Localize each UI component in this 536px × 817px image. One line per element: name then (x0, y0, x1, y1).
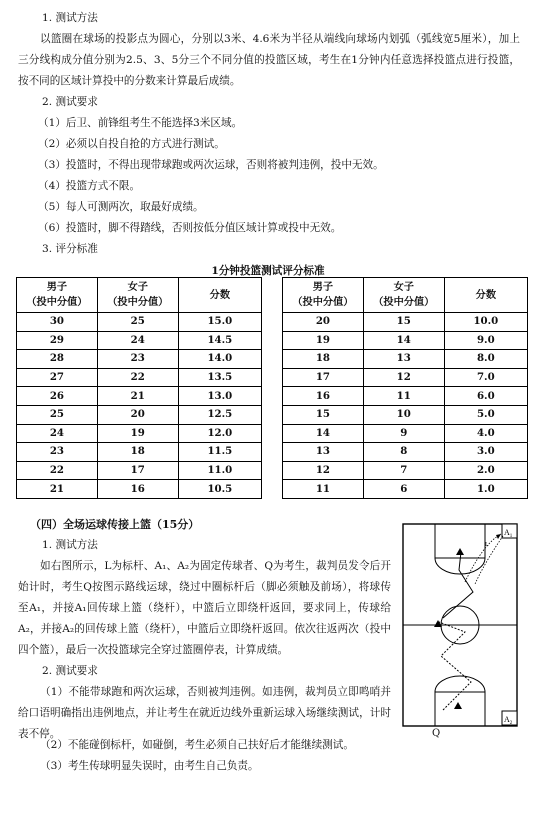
passer-a2-label: $A_2$ (504, 715, 513, 726)
cell-score: 11.0 (178, 461, 261, 480)
cell-male: 27 (17, 368, 98, 387)
cell-score: 15.0 (178, 313, 261, 332)
cell-male: 18 (283, 350, 364, 369)
cell-score: 13.0 (178, 387, 261, 406)
cell-score: 14.5 (178, 331, 261, 350)
section-3-content (0, 8, 536, 280)
cell-female: 7 (363, 461, 444, 480)
cell-female: 9 (363, 424, 444, 443)
requirement-item: （5）每人可测两次，取最好成绩。 (38, 201, 204, 213)
heading-test-method: 1. 测试方法 (42, 12, 98, 24)
cell-male: 21 (17, 480, 98, 499)
cell-female: 22 (97, 368, 178, 387)
table-row (283, 387, 528, 406)
table-row (283, 350, 528, 369)
key-bottom-arc (435, 676, 485, 692)
table-row (283, 443, 528, 462)
paragraph-test-method: 以篮圈在球场的投影点为圆心，分别以3米、4.6米为半径从端线向球场内划弧（弧线宽5厘米），加上三分线构成分值分别为2.5、3、5分三个不同分值的投篮区域，考生在1分钟内任意选择投篮点进行投篮，按不同的区域计算投中的分数来计算最后成绩。 (18, 33, 520, 87)
cell-female: 24 (97, 331, 178, 350)
table-row (17, 331, 262, 350)
cell-score: 1.0 (444, 480, 527, 499)
heading-test-requirements: 2. 测试要求 (42, 665, 98, 677)
requirement-item: （2）不能碰倒标杆，如碰倒，考生必须自己扶好后才能继续测试。 (40, 739, 354, 751)
table-row (17, 350, 262, 369)
requirement-item: （3）投篮时，不得出现带球跑或两次运球，否则将被判违例，投中无效。 (38, 159, 384, 171)
cell-score: 7.0 (444, 368, 527, 387)
cell-male: 29 (17, 331, 98, 350)
requirement-item: （6）投篮时，脚不得踏线，否则按低分值区域计算或投中无效。 (38, 222, 342, 234)
cell-score: 10.5 (178, 480, 261, 499)
cell-male: 28 (17, 350, 98, 369)
cell-male: 20 (283, 313, 364, 332)
cell-male: 13 (283, 443, 364, 462)
requirement-item: （4）投篮方式不限。 (38, 180, 141, 192)
score-table-right (282, 277, 528, 499)
table-row (283, 313, 528, 332)
table-row (17, 424, 262, 443)
requirement-item: （2）必须以自投自抢的方式进行测试。 (38, 138, 225, 150)
header-score: 分数 (444, 278, 527, 313)
pole-marker (456, 548, 464, 555)
table-row (17, 313, 262, 332)
cell-male: 14 (283, 424, 364, 443)
requirement-item: （1）不能带球跑和两次运球，否则被判违例。如违例，裁判员立即鸣哨并给口语明确指出违例地点，并让考生在就近边线外重新运球入场继续测试，计时表不停。 (18, 686, 391, 740)
cell-score: 12.5 (178, 405, 261, 424)
heading-test-method: 1. 测试方法 (42, 539, 98, 551)
cell-score: 10.0 (444, 313, 527, 332)
pole-marker (454, 702, 462, 709)
examinee-q-label: Q (432, 728, 441, 739)
cell-male: 24 (17, 424, 98, 443)
paragraph-test-method: 如右图所示，L为标杆、A₁、A₂为固定传球者、Q为考生，裁判员发令后开始计时，考生Q按图示路线运球，绕过中圈标杆后（脚必须触及前场），将球传至A₁，并接A₁回传球上篮（绕杆），中篮后立即绕杆返回，要求同上，传球给A₂，并接A₂的回传球上篮（绕杆），中篮后立即绕杆返回。依次往返两次（投中四个篮），最后一次投篮球完全穿过篮圈停表，计算成绩。 (18, 560, 391, 656)
cell-female: 18 (97, 443, 178, 462)
score-tables (16, 277, 528, 495)
pole-label: L (485, 542, 489, 548)
table-row (283, 461, 528, 480)
cell-female: 23 (97, 350, 178, 369)
cell-score: 9.0 (444, 331, 527, 350)
cell-male: 11 (283, 480, 364, 499)
cell-male: 17 (283, 368, 364, 387)
section-title: （四）全场运球传接上篮（15分） (30, 518, 200, 531)
section-4-tail (0, 735, 536, 777)
cell-male: 15 (283, 405, 364, 424)
cell-female: 25 (97, 313, 178, 332)
requirement-item: （3）考生传球明显失误时，由考生自己负责。 (40, 760, 259, 772)
cell-female: 20 (97, 405, 178, 424)
arrow-head (496, 534, 501, 539)
cell-female: 10 (363, 405, 444, 424)
cell-score: 5.0 (444, 405, 527, 424)
cell-female: 14 (363, 331, 444, 350)
table-row (17, 461, 262, 480)
table-row (283, 368, 528, 387)
cell-male: 19 (283, 331, 364, 350)
header-score: 分数 (178, 278, 261, 313)
cell-score: 8.0 (444, 350, 527, 369)
cell-score: 4.0 (444, 424, 527, 443)
passer-a1-label: $A_1$ (504, 528, 513, 539)
cell-female: 12 (363, 368, 444, 387)
cell-male: 16 (283, 387, 364, 406)
cell-female: 11 (363, 387, 444, 406)
cell-score: 12.0 (178, 424, 261, 443)
cell-male: 12 (283, 461, 364, 480)
cell-score: 13.5 (178, 368, 261, 387)
court-diagram (401, 522, 519, 728)
cell-male: 26 (17, 387, 98, 406)
cell-female: 19 (97, 424, 178, 443)
cell-male: 23 (17, 443, 98, 462)
score-table-left (16, 277, 262, 499)
header-female: 女子 （投中分值） (363, 278, 444, 313)
table-row (17, 480, 262, 499)
table-row (17, 368, 262, 387)
cell-female: 13 (363, 350, 444, 369)
cell-female: 16 (97, 480, 178, 499)
cell-score: 6.0 (444, 387, 527, 406)
cell-score: 11.5 (178, 443, 261, 462)
heading-scoring: 3. 评分标准 (42, 243, 98, 255)
cell-score: 3.0 (444, 443, 527, 462)
table-body-left (17, 313, 262, 499)
table-row (17, 387, 262, 406)
header-female: 女子 （投中分值） (97, 278, 178, 313)
table-row (17, 405, 262, 424)
section-4-content (0, 514, 395, 745)
header-male: 男子 （投中分值） (283, 278, 364, 313)
cell-female: 8 (363, 443, 444, 462)
cell-female: 6 (363, 480, 444, 499)
header-male: 男子 （投中分值） (17, 278, 98, 313)
table-row (283, 405, 528, 424)
table-title: 1分钟投篮测试评分标准 (211, 265, 325, 277)
cell-score: 2.0 (444, 461, 527, 480)
cell-female: 17 (97, 461, 178, 480)
cell-male: 22 (17, 461, 98, 480)
heading-test-requirements: 2. 测试要求 (42, 96, 98, 108)
cell-female: 21 (97, 387, 178, 406)
table-body-right (283, 313, 528, 499)
table-row (283, 331, 528, 350)
table-row (17, 443, 262, 462)
table-row (283, 424, 528, 443)
cell-male: 30 (17, 313, 98, 332)
requirement-item: （1）后卫、前锋组考生不能选择3米区域。 (38, 117, 243, 129)
cell-female: 15 (363, 313, 444, 332)
cell-score: 14.0 (178, 350, 261, 369)
cell-male: 25 (17, 405, 98, 424)
table-row (283, 480, 528, 499)
